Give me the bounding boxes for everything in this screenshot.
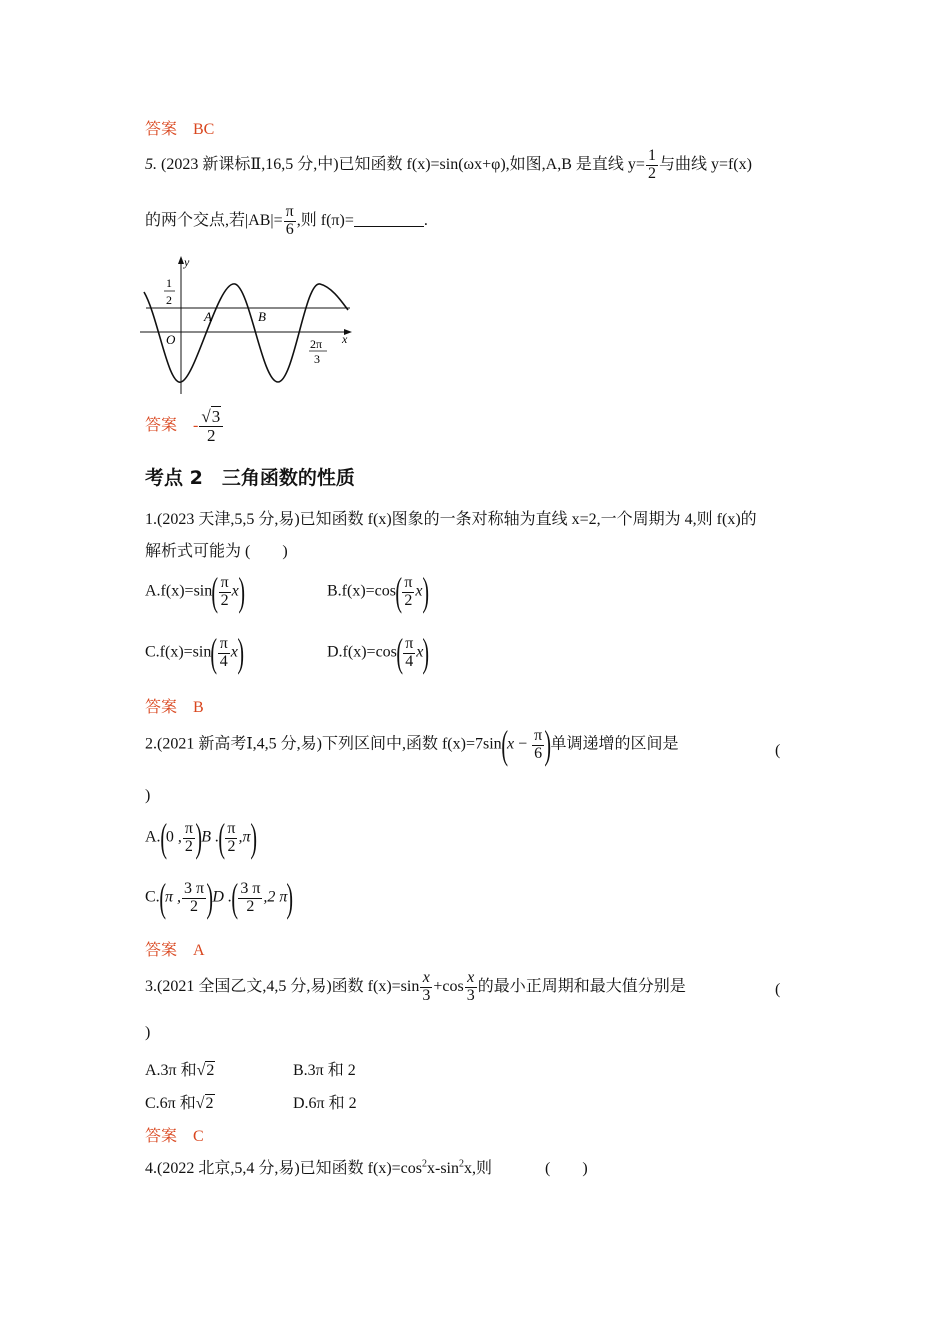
fraction-pi-six: $\frac{\pi}{6}$ (285, 203, 294, 238)
answer-q5: 答案 - $\frac{√3}{2}$ (145, 408, 224, 445)
s1-line2: 解析式可能为 ( ) (145, 543, 288, 560)
answer-blank (354, 212, 424, 227)
s3-option-a: A.3π 和√2 (145, 1062, 215, 1079)
s2-answer: 答案 A (145, 942, 205, 959)
s1-answer: 答案 B (145, 699, 204, 716)
s3-option-c: C.6π 和√2 (145, 1095, 214, 1112)
fraction-sqrt3-over-2: $\frac{√3}{2}$ (199, 408, 223, 445)
question-5-line1 (145, 148, 752, 183)
s2-line1: 2.(2021 新高考Ⅰ,4,5 分,易)下列区间中,函数 f(x)=7sin(x − $\frac{\pi}{6}$ )单调递增的区间是 (145, 722, 679, 767)
s3-paren-close: ) (145, 1024, 151, 1041)
s3-option-b: B.3π 和 2 (293, 1062, 356, 1079)
s3-option-d: D.6π 和 2 (293, 1095, 357, 1112)
s2-options-cd: C.(π , $\frac{3 \pi}{2}$ )D .( $\frac{3 \pi}{2}$ ,2 π) (145, 875, 294, 920)
s3-line1: 3.(2021 全国乙文,4,5 分,易)函数 f(x)=sin $\frac{x}{3}$ +cos $\frac{x}{3}$ 的最小正周期和最大值分别是 (145, 969, 686, 1004)
y-axis-label: y (184, 255, 190, 269)
point-b-label: B (258, 309, 266, 324)
s2-options-ab: A.(0 , $\frac{\pi}{2}$ )B .( $\frac{\pi}{2}$ ,π) (145, 815, 257, 860)
s2-paren-close: ) (145, 787, 151, 804)
question-tail: 与曲线 y=f(x) (658, 155, 752, 173)
s1-line1: 1.(2023 天津,5,5 分,易)已知函数 f(x)图象的一条对称轴为直线 x=2,一个周期为 4,则 f(x)的 (145, 511, 757, 528)
question-source: (2023 新课标Ⅱ,16,5 分,中)已知函数 (161, 155, 403, 173)
s2-paren-open: ( (775, 742, 781, 759)
answer-q4-prev: 答案 BC (145, 121, 215, 138)
half-numerator: 1 (166, 276, 172, 290)
question-function: f(x)=sin(ωx+φ),如图,A,B 是直线 y= (406, 155, 645, 173)
s3-paren-open: ( (775, 981, 781, 998)
fraction-half: $\frac{1}{2}$ (647, 147, 656, 182)
s4-line1: 4.(2022 北京,5,4 分,易)已知函数 $f(x)=\cos^2x-\sin^2x$,则 (145, 1158, 493, 1177)
s1-option-b: B.f(x)=cos( $\frac{\pi}{2}$ x) (327, 569, 429, 614)
sine-graph (140, 254, 355, 396)
origin-label: O (166, 332, 176, 347)
s3-answer: 答案 C (145, 1128, 204, 1145)
tick-denominator: 3 (314, 352, 320, 366)
half-denominator: 2 (166, 293, 172, 307)
question-5-line2: 的两个交点,若|AB|= $\frac{\pi}{6}$ ,则 f(π)= . (145, 203, 428, 238)
point-a-label: A (204, 309, 212, 324)
s1-option-d: D.f(x)=cos( $\frac{\pi}{4}$ x) (327, 630, 430, 675)
tick-numerator: 2π (310, 337, 323, 351)
section-heading: 考点 2 三角函数的性质 (145, 467, 355, 489)
s1-option-a: A.f(x)=sin( $\frac{\pi}{2}$ x) (145, 569, 245, 614)
s4-paren: ( ) (545, 1160, 588, 1177)
x-axis-label: x (342, 332, 348, 346)
s1-option-c: C.f(x)=sin( $\frac{\pi}{4}$ x) (145, 630, 244, 675)
question-number: 5. (145, 155, 157, 173)
